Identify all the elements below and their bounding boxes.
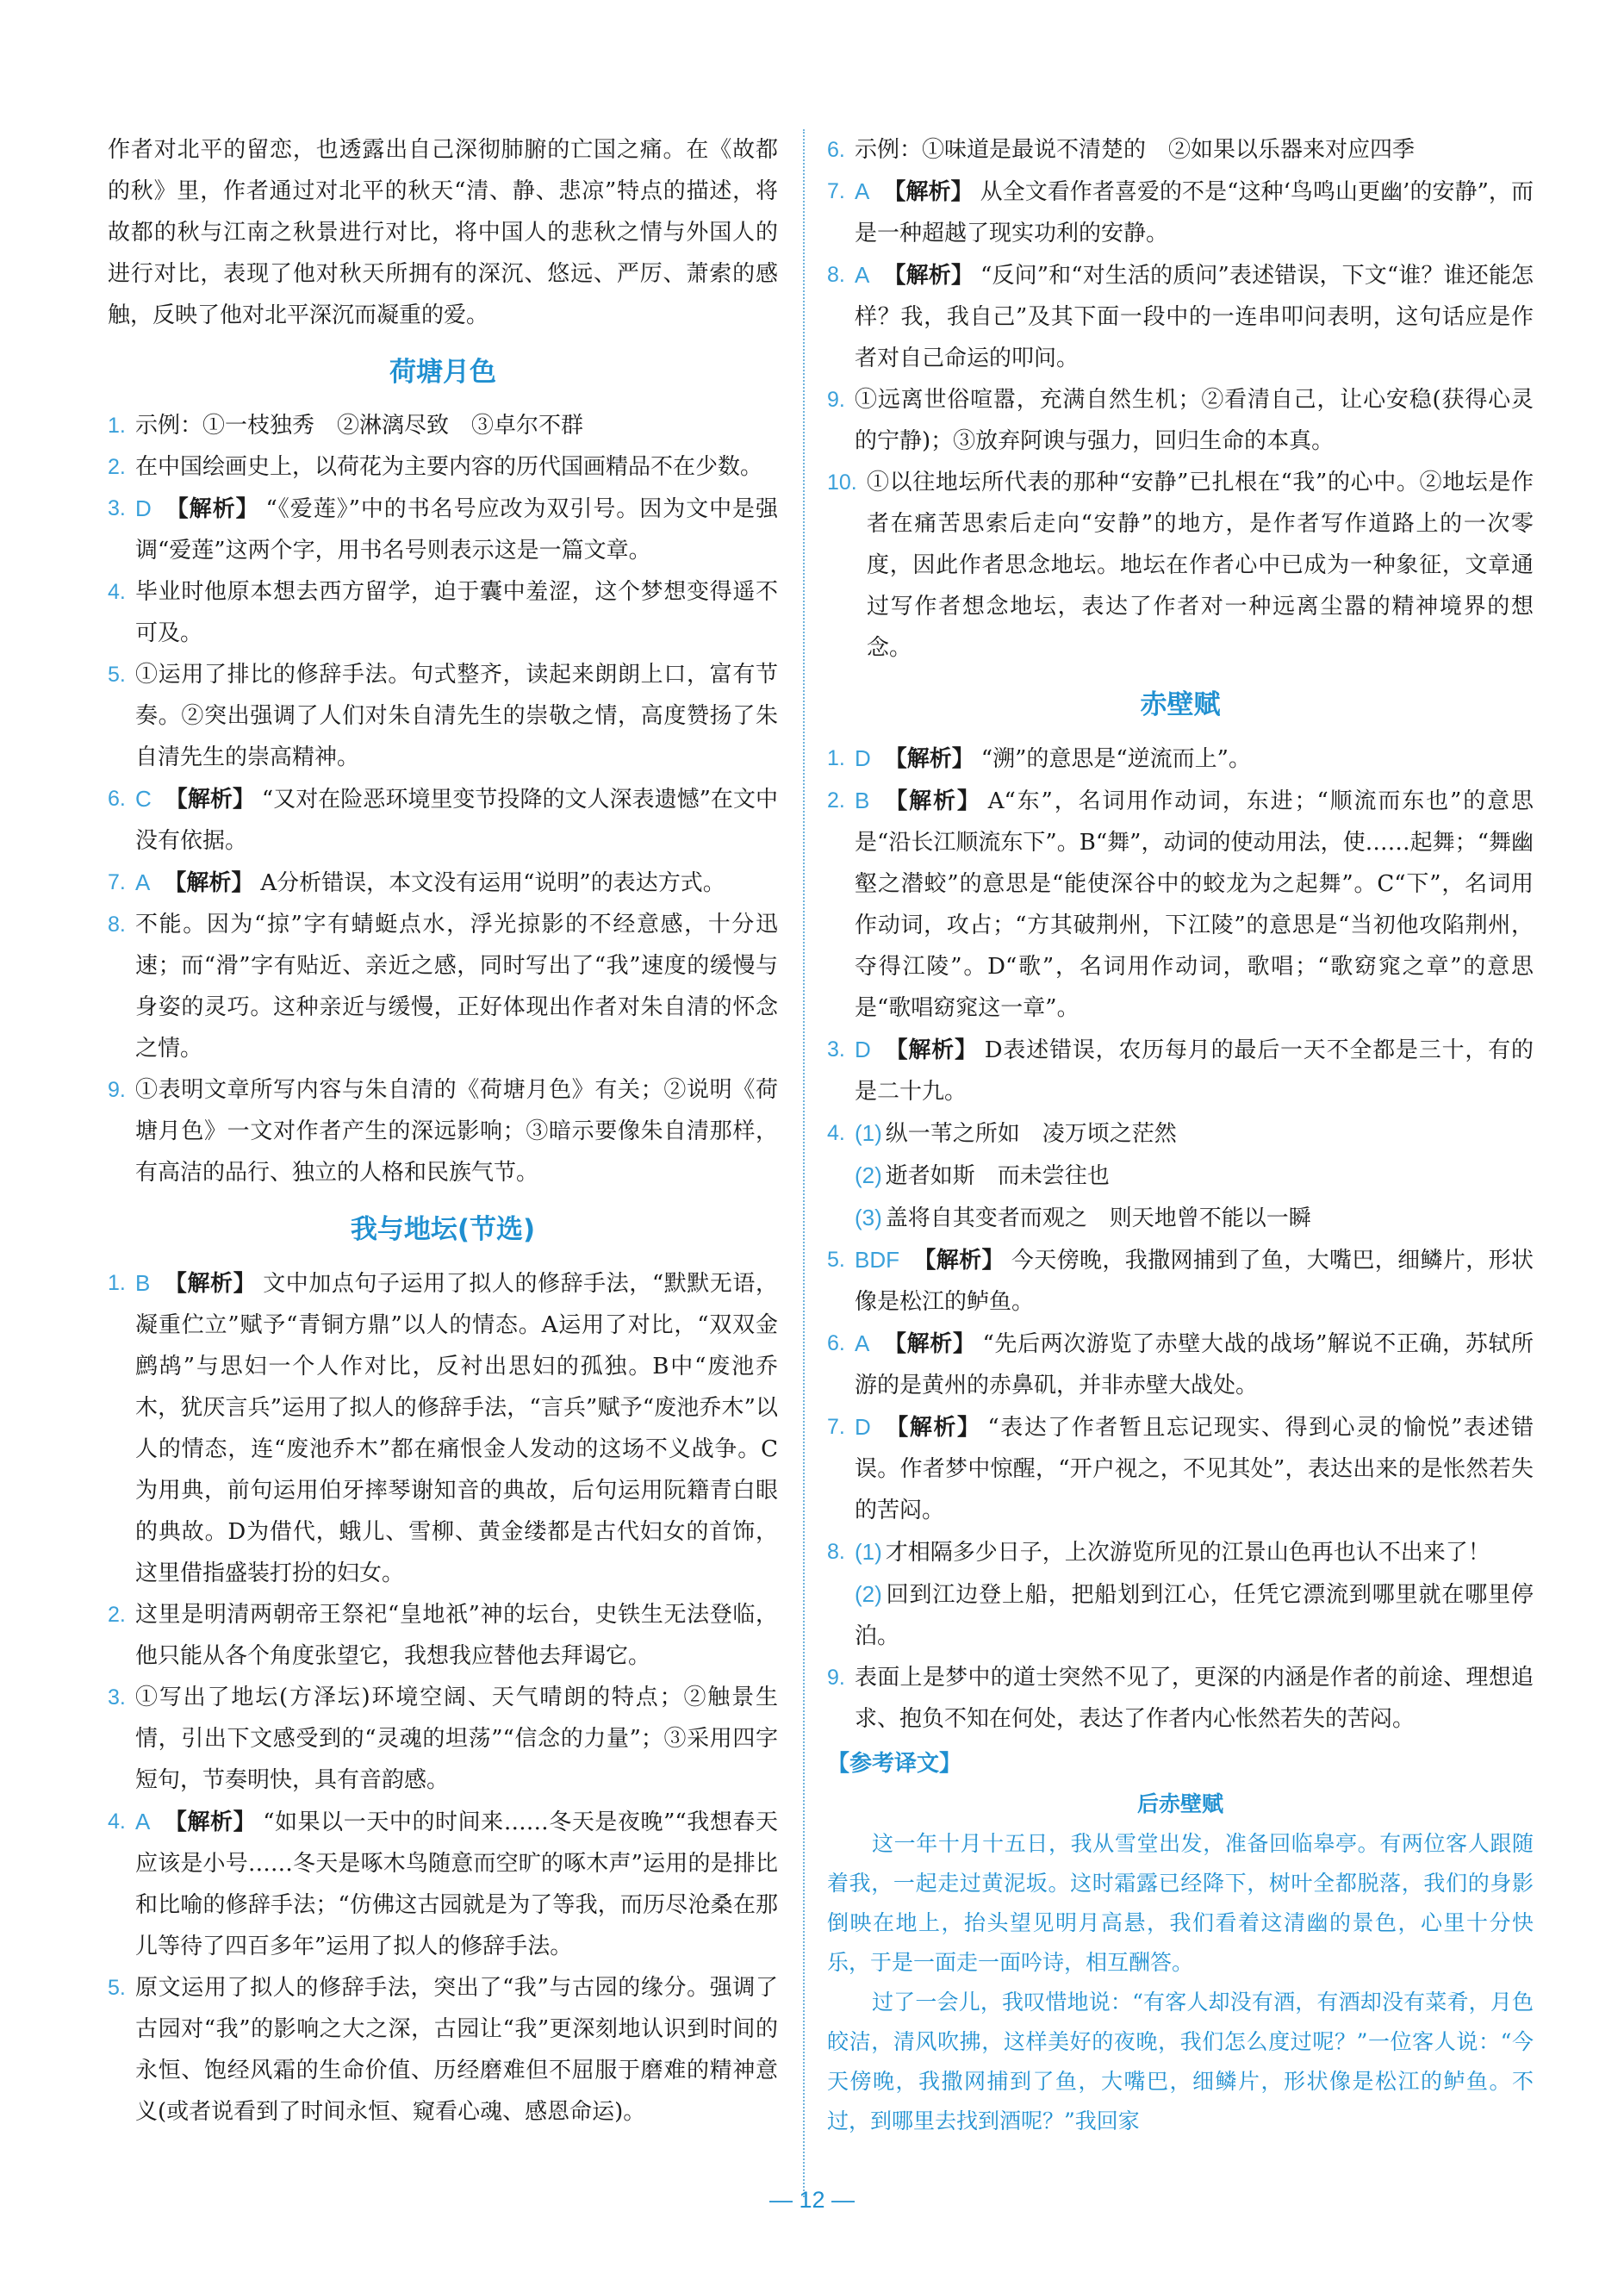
answer-part [855, 1197, 1534, 1239]
answer-item [827, 1029, 1534, 1112]
part-label: (3) [855, 1205, 882, 1230]
answer-item [108, 1967, 778, 2133]
answer-text: 文中加点句子运用了拟人的修辞手法，“默默无语，凝重伫立”赋予“青铜方鼎”以人的情态。A运用了对比，“双双金鹧鸪”与思妇一个人作对比，反衬出思妇的孤独。B中“废池乔木，犹厌言兵”运用了拟人的修辞手法，“言兵”赋予“废池乔木”以人的情态，连“废池乔木”都在痛恨金人发动的这场不义战争。C为用典，前句运用伯牙摔琴谢知音的典故，后句运用阮籍青白眼的典故。D为借代，蛾儿、雪柳、黄金缕都是古代妇女的首饰，这里借指盛装打扮的妇女。 [135, 1271, 778, 1586]
analysis-label: 【解析】 [884, 1037, 978, 1063]
page-number: — 12 — [768, 2187, 856, 2213]
answer-item [108, 1677, 778, 1801]
answer-item [108, 1801, 778, 1967]
answer-choice: C [135, 786, 152, 812]
translation-title: 后赤壁赋 [1136, 1791, 1223, 1816]
answer-text: 示例：①一枝独秀 ②淋漓尽致 ③卓尔不群 [135, 413, 584, 439]
item-number: 2. [827, 788, 845, 813]
answer-text: 原文运用了拟人的修辞手法，突出了“我”与古园的缘分。强调了古园对“我”的影响之大之深，古园让“我”更深刻地认识到时间的永恒、饱经风霜的生命价值、历经磨难但不屈服于磨难的精神意义(或者说看到了时间永恒、窥看心魂、感恩命运)。 [135, 1975, 778, 2125]
answer-choice: D [855, 1037, 871, 1062]
answer-choice: D [855, 1414, 871, 1440]
answer-choice: A [135, 869, 151, 895]
answer-item [108, 654, 778, 778]
item-number: 1. [108, 414, 126, 438]
translation-paragraph: 这一年十月十五日，我从雪堂出发，准备回临皋亭。有两位客人跟随着我，一起走过黄泥坂。这时霜露已经降下，树叶全都脱落，我们的身影倒映在地上，抬头望见明月高悬，我们看着这清幽的景色，心里十分快乐，于是一面走一面吟诗，相互酬答。 [827, 1831, 1534, 1975]
answer-text: ①远离世俗喧嚣，充满自然生机；②看清自己，让心安稳(获得心灵的宁静)；③放弃阿谀与强力，回归生命的本真。 [855, 387, 1534, 454]
item-number: 1. [108, 1271, 126, 1295]
answer-part [855, 1112, 1534, 1155]
answer-text: “溯”的意思是“逆流而上”。 [980, 746, 1251, 772]
answer-choice: B [855, 788, 870, 813]
translation-paragraph: 过了一会儿，我叹惜地说：“有客人却没有酒，有酒却没有菜肴，月色皎洁，清风吹拂，这样美好的夜晚，我们怎么度过呢？”一位客人说：“今天傍晚，我撒网捕到了鱼，大嘴巴，细鳞片，形状像是松江的鲈鱼。不过，到哪里去找到酒呢？”我回家 [827, 1990, 1534, 2133]
column-divider [803, 129, 805, 2197]
answer-choice: D [855, 745, 871, 771]
answer-list-ditan [108, 1262, 778, 2133]
section-title-hetang: 荷塘月色 [389, 357, 496, 388]
item-number: 7. [827, 179, 845, 203]
answer-part [855, 1155, 1534, 1197]
answer-item [827, 1323, 1534, 1406]
answer-item [827, 738, 1534, 780]
answer-text: “先后两次游览了赤壁大战的战场”解说不正确，苏轼所游的是黄州的赤鼻矶，并非赤壁大战处。 [855, 1331, 1534, 1398]
answer-list-ditan-continued [827, 129, 1534, 669]
analysis-label: 【解析】 [883, 788, 981, 814]
analysis-label: 【解析】 [913, 1248, 1005, 1274]
answer-text: 表面上是梦中的道士突然不见了，更深的内涵是作者的前途、理想追求、抱负不知在何处，表达了作者内心怅然若失的苦闷。 [855, 1665, 1534, 1732]
item-number: 10. [827, 470, 857, 495]
analysis-label: 【解析】 [164, 1271, 257, 1297]
answer-item [827, 462, 1534, 669]
answer-choice: B [135, 1270, 151, 1296]
analysis-label: 【解析】 [165, 787, 255, 813]
answer-item [827, 780, 1534, 1029]
answer-text: ①以往地坛所代表的那种“安静”已扎根在“我”的心中。②地坛是作者在痛苦思索后走向“安静”的地方，是作者写作道路上的一次零度，因此作者思念地坛。地坛在作者心中已成为一种象征，文章通过写作者想念地坛，表达了作者对一种远离尘嚣的精神境界的想念。 [867, 470, 1534, 661]
item-number: 3. [827, 1037, 845, 1062]
answer-text: D表述错误，农历每月的最后一天不全都是三十，有的是二十九。 [855, 1037, 1534, 1105]
answer-list-chibi [827, 738, 1534, 1740]
part-label: (1) [855, 1539, 882, 1565]
answer-text: 不能。因为“掠”字有蜻蜓点水，浮光掠影的不经意感，十分迅速；而“滑”字有贴近、亲近之感，同时写出了“我”速度的缓慢与身姿的灵巧。这种亲近与缓慢，正好体现出作者对朱自清的怀念之情。 [135, 912, 778, 1062]
item-number: 4. [827, 1121, 845, 1145]
answer-text: A分析错误，本文没有运用“说明”的表达方式。 [260, 870, 725, 896]
answer-item [108, 405, 778, 446]
part-text: 盖将自其变者而观之 则天地曾不能以一瞬 [885, 1205, 1311, 1231]
answer-part [855, 1573, 1534, 1657]
answer-item [827, 171, 1534, 254]
item-number: 2. [108, 1603, 126, 1627]
answer-text: A“东”，名词用作动词，东进；“顺流而东也”的意思是“沿长江顺流东下”。B“舞”，动词的使动用法，使……起舞；“舞幽壑之潜蛟”的意思是“能使深谷中的蛟龙为之起舞”。C“下”，名词用作动词，攻占；“方其破荆州，下江陵”的意思是“当初他攻陷荆州，夺得江陵”。D“歌”，名词用作动词，歌唱；“歌窈窕之章”的意思是“歌唱窈窕这一章”。 [855, 788, 1534, 1021]
part-label: (1) [855, 1120, 882, 1146]
answer-part [855, 1531, 1534, 1573]
reference-translation-heading: 【参考译文】 [827, 1751, 962, 1777]
item-number: 5. [827, 1248, 845, 1272]
part-label: (2) [855, 1162, 882, 1188]
item-number: 5. [108, 663, 126, 687]
answer-item [108, 904, 778, 1069]
answer-item [827, 1239, 1534, 1323]
item-number: 7. [108, 870, 126, 894]
answer-text: ①写出了地坛(方泽坛)环境空阔、天气晴朗的特点；②触景生情，引出下文感受到的“灵魂的坦荡”“信念的力量”；③采用四字短句，节奏明快，具有音韵感。 [135, 1685, 778, 1793]
answer-item [827, 1112, 1534, 1239]
answer-choice: BDF [855, 1247, 899, 1273]
left-column [108, 129, 778, 2133]
part-label: (2) [855, 1581, 882, 1607]
answer-text: 今天傍晚，我撒网捕到了鱼，大嘴巴，细鳞片，形状像是松江的鲈鱼。 [855, 1248, 1534, 1315]
item-number: 8. [827, 1540, 845, 1564]
answer-text: “反问”和“对生活的质问”表述错误，下文“谁？谁还能怎样？我，我自己”及其下面一段中的一连串叩问表明，这句话应是作者对自己命运的叩问。 [855, 263, 1534, 371]
answer-item [827, 1406, 1534, 1531]
answer-text: ①运用了排比的修辞手法。句式整齐，读起来朗朗上口，富有节奏。②突出强调了人们对朱自清先生的崇敬之情，高度赞扬了朱自清先生的崇高精神。 [135, 662, 778, 770]
item-number: 2. [108, 455, 126, 479]
item-number: 7. [827, 1415, 845, 1439]
answer-text: 示例：①味道是最说不清楚的 ②如果以乐器来对应四季 [855, 137, 1416, 163]
item-number: 4. [108, 1809, 126, 1834]
answer-item [108, 1594, 778, 1677]
answer-text: “又对在险恶环境里变节投降的文人深表遗憾”在文中没有依据。 [135, 787, 778, 854]
answer-choice: A [135, 1809, 151, 1834]
answer-item [827, 1531, 1534, 1657]
answer-item [108, 778, 778, 862]
answer-text: 毕业时他原本想去西方留学，迫于囊中羞涩，这个梦想变得遥不可及。 [135, 579, 778, 646]
item-number: 6. [827, 1331, 845, 1355]
part-text: 纵一苇之所如 凌万顷之茫然 [885, 1121, 1177, 1147]
answer-text: 在中国绘画史上，以荷花为主要内容的历代国画精品不在少数。 [135, 454, 763, 480]
answer-text: 从全文看作者喜爱的不是“这种‘鸟鸣山更幽’的安静”，而是一种超越了现实功利的安静。 [855, 179, 1534, 246]
item-number: 9. [827, 388, 845, 412]
answer-text: 这里是明清两朝帝王祭祀“皇地祇”神的坛台，史铁生无法登临，他只能从各个角度张望它，我想我应替他去拜谒它。 [135, 1602, 778, 1669]
analysis-label: 【解析】 [883, 263, 974, 289]
item-number: 8. [827, 263, 845, 287]
answer-text: “如果以一天中的时间来……冬天是夜晚”“我想春天应该是小号……冬天是啄木鸟随意而空旷的啄木声”运用的是排比和比喻的修辞手法；“仿佛这古园就是为了等我，而历尽沧桑在那儿等待了四百多年”运用了拟人的修辞手法。 [135, 1809, 778, 1959]
item-number: 9. [108, 1078, 126, 1102]
answer-text: “《爱莲》”中的书名号应改为双引号。因为文中是强调“爱莲”这两个字，用书名号则表示这是一篇文章。 [135, 496, 778, 564]
answer-item [108, 488, 778, 571]
item-number: 4. [108, 580, 126, 604]
analysis-label: 【解析】 [165, 496, 259, 522]
part-text: 逝者如斯 而未尝往也 [885, 1163, 1110, 1189]
item-number: 3. [108, 496, 126, 520]
item-number: 8. [108, 912, 126, 937]
answer-item [108, 1262, 778, 1594]
answer-item [827, 1657, 1534, 1740]
analysis-label: 【解析】 [164, 1809, 257, 1835]
section-title-ditan: 我与地坛(节选) [350, 1214, 536, 1245]
analysis-label: 【解析】 [883, 1331, 976, 1357]
answer-item [108, 571, 778, 654]
item-number: 5. [108, 1976, 126, 2000]
item-number: 9. [827, 1666, 845, 1690]
answer-item [827, 129, 1534, 171]
answer-text: ①表明文章所写内容与朱自清的《荷塘月色》有关；②说明《荷塘月色》一文对作者产生的深远影响；③暗示要像朱自清那样，有高洁的品行、独立的人格和民族气节。 [135, 1077, 778, 1186]
answer-choice: D [135, 495, 152, 521]
answer-choice: A [855, 1330, 870, 1356]
item-number: 3. [108, 1685, 126, 1710]
answer-choice: A [855, 262, 870, 288]
answer-item [108, 1069, 778, 1193]
answer-item [827, 379, 1534, 462]
analysis-label: 【解析】 [884, 746, 974, 772]
analysis-label: 【解析】 [884, 1415, 981, 1441]
part-text: 回到江边登上船，把船划到江心，任凭它漂流到哪里就在哪里停泊。 [855, 1582, 1534, 1649]
answer-item [827, 254, 1534, 379]
right-column [827, 129, 1534, 2141]
analysis-label: 【解析】 [883, 179, 974, 205]
answer-list-hetang [108, 405, 778, 1193]
answer-item [108, 862, 778, 904]
analysis-label: 【解析】 [164, 870, 254, 896]
answer-item [108, 446, 778, 488]
answer-choice: A [855, 178, 870, 204]
answer-text: “表达了作者暂且忘记现实、得到心灵的愉悦”表述错误。作者梦中惊醒，“开户视之，不见其处”，表达出来的是怅然若失的苦闷。 [855, 1415, 1534, 1523]
item-number: 1. [827, 746, 845, 770]
item-number: 6. [827, 138, 845, 162]
intro-paragraph: 作者对北平的留恋，也透露出自己深彻肺腑的亡国之痛。在《故都的秋》里，作者通过对北平的秋天“清、静、悲凉”特点的描述，将故都的秋与江南之秋景进行对比，将中国人的悲秋之情与外国人的进行对比，表现了他对秋天所拥有的深沉、悠远、严厉、萧索的感触，反映了他对北平深沉而凝重的爱。 [108, 137, 778, 328]
section-title-chibi: 赤壁赋 [1140, 689, 1221, 720]
part-text: 才相隔多少日子，上次游览所见的江景山色再也认不出来了！ [885, 1540, 1490, 1566]
item-number: 6. [108, 787, 126, 811]
